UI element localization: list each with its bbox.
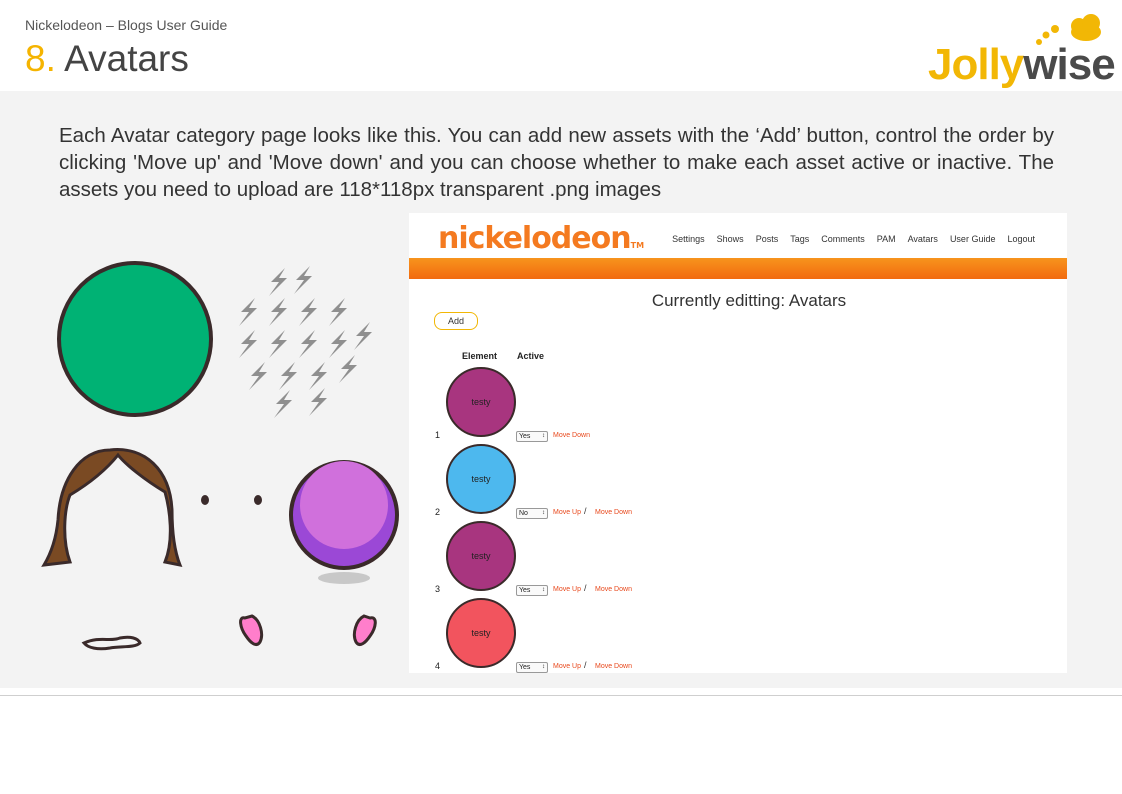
- active-select-value: Yes: [519, 433, 531, 440]
- admin-screenshot: [409, 213, 1067, 673]
- row-index: 3: [435, 584, 441, 594]
- header-bar: [409, 258, 1067, 279]
- document-header: [0, 0, 1122, 91]
- active-select-value: Yes: [519, 664, 531, 671]
- active-select-value: No: [519, 510, 528, 517]
- select-arrows-icon: ↕: [542, 664, 545, 670]
- move-down-link[interactable]: Move Down: [595, 663, 632, 670]
- brown-hair-asset: [44, 450, 180, 565]
- green-circle-asset: [59, 263, 211, 415]
- row-index: 1: [435, 430, 441, 440]
- avatar-element-preview: testy: [446, 444, 516, 514]
- active-select[interactable]: [516, 585, 548, 596]
- table-row: [409, 598, 1067, 673]
- move-down-link[interactable]: Move Down: [595, 509, 632, 516]
- nav-pam[interactable]: PAM: [876, 234, 896, 244]
- link-separator: /: [584, 660, 587, 670]
- nickelodeon-logo-text: nickelodeon: [438, 221, 631, 256]
- move-down-link[interactable]: Move Down: [553, 432, 590, 439]
- editing-heading: Currently editting: Avatars: [651, 291, 847, 310]
- active-select[interactable]: [516, 662, 548, 673]
- nav-logout[interactable]: Logout: [1007, 234, 1035, 244]
- nav-shows[interactable]: Shows: [716, 234, 744, 244]
- column-header-active: Active: [517, 351, 545, 361]
- jollywise-logo: [928, 12, 1115, 89]
- select-arrows-icon: ↕: [542, 433, 545, 439]
- move-up-link[interactable]: Move Up: [553, 586, 582, 593]
- move-down-link[interactable]: Move Down: [595, 586, 632, 593]
- instructions-text: Each Avatar category page looks like this. You can add new assets with the ‘Add’ button, control the order by clicking 'Move up' and 'Move down' and you can choose whether to make each asset active or inactive. The assets you need to upload are 118*118px transparent .png images: [59, 124, 1054, 201]
- active-select[interactable]: [516, 508, 548, 519]
- active-select[interactable]: [516, 431, 548, 442]
- move-up-link[interactable]: Move Up: [553, 663, 582, 670]
- link-separator: /: [584, 506, 587, 516]
- move-up-link[interactable]: Move Up: [553, 509, 582, 516]
- pink-ears-asset: [241, 616, 376, 644]
- row-index: 4: [435, 661, 441, 671]
- column-header-element: Element: [462, 351, 498, 361]
- add-button[interactable]: Add: [434, 312, 478, 330]
- nav-user-guide[interactable]: User Guide: [949, 234, 996, 244]
- mouth-asset: [84, 637, 140, 649]
- nav-posts[interactable]: Posts: [755, 234, 779, 244]
- logo-part-jolly: Jolly: [928, 40, 1024, 89]
- lightning-pattern-asset: [239, 266, 372, 418]
- trademark-mark: TM: [630, 241, 645, 250]
- row-index: 2: [435, 507, 441, 517]
- section-number: 8.: [25, 38, 56, 79]
- link-separator: /: [584, 583, 587, 593]
- logo-part-wise: wise: [1023, 40, 1115, 89]
- avatar-element-preview: testy: [446, 367, 516, 437]
- table-row: [409, 444, 1067, 520]
- nav-tags[interactable]: Tags: [790, 234, 810, 244]
- nav-avatars[interactable]: Avatars: [907, 234, 938, 244]
- section-title: Avatars: [64, 38, 189, 79]
- purple-ball-asset: [291, 461, 397, 584]
- page-title: [25, 38, 189, 80]
- active-select-value: Yes: [519, 587, 531, 594]
- admin-nav: [672, 234, 1035, 244]
- document-subtitle: Nickelodeon – Blogs User Guide: [25, 17, 228, 33]
- nickelodeon-logo: [438, 221, 644, 256]
- footer-divider: [0, 695, 1122, 696]
- avatar-element-preview: testy: [446, 598, 516, 668]
- logo-wordmark: [928, 40, 1115, 90]
- table-row: [409, 367, 1067, 443]
- avatar-element-preview: testy: [446, 521, 516, 591]
- eyes-asset: [201, 495, 262, 505]
- select-arrows-icon: ↕: [542, 587, 545, 593]
- nav-comments[interactable]: Comments: [821, 234, 865, 244]
- select-arrows-icon: ↕: [542, 510, 545, 516]
- nav-settings[interactable]: Settings: [672, 234, 705, 244]
- avatar-assets: [40, 250, 405, 670]
- table-row: [409, 521, 1067, 597]
